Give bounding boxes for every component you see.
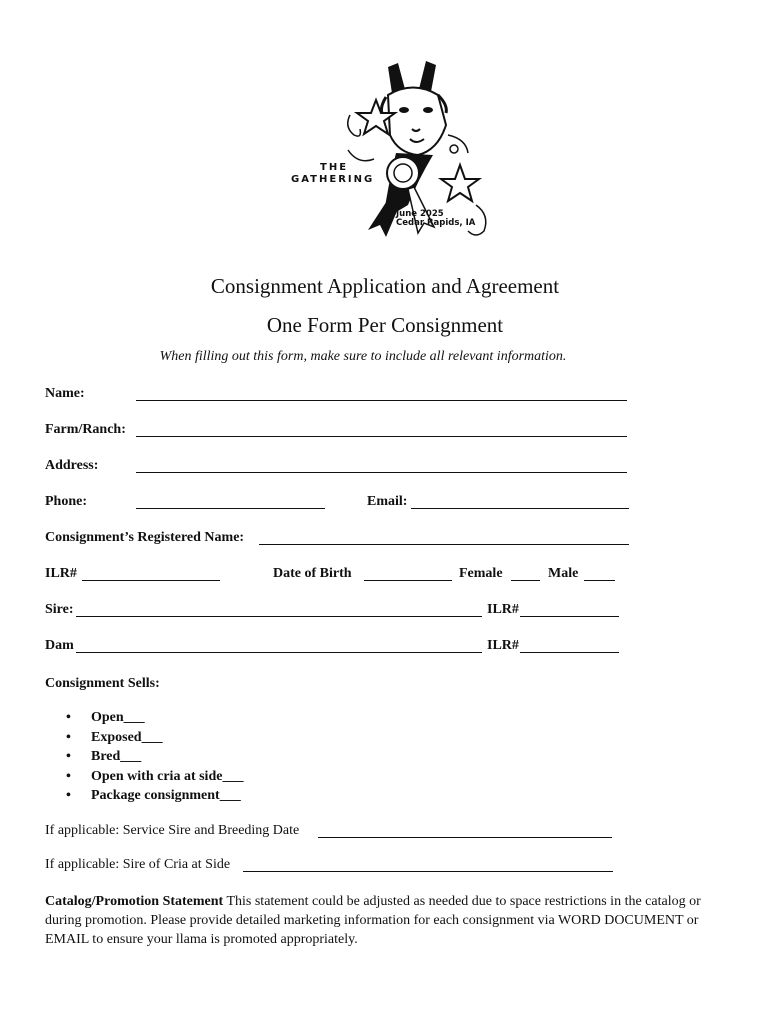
logo-location: Cedar Rapids, IA bbox=[396, 218, 476, 228]
statement-heading: Catalog/Promotion Statement bbox=[45, 894, 224, 909]
sire-ilr-field[interactable] bbox=[520, 616, 619, 617]
phone-label: Phone: bbox=[45, 494, 87, 509]
statement-body: This statement could be adjusted as needed due to space restrictions in the catalog or during promotion. Please provide detailed marketing information for each consignment via WORD DOCUMENT or EMAIL to ensure your llama is promoted appropriately. bbox=[45, 894, 701, 947]
ilr-field[interactable] bbox=[82, 580, 220, 581]
farm-field[interactable] bbox=[136, 436, 627, 437]
catalog-statement bbox=[45, 892, 725, 949]
female-field[interactable] bbox=[511, 580, 540, 581]
phone-field[interactable] bbox=[136, 508, 325, 509]
farm-label: Farm/Ranch: bbox=[45, 422, 126, 437]
service-sire-label: If applicable: Service Sire and Breeding Date bbox=[45, 823, 300, 838]
event-logo bbox=[288, 55, 498, 245]
dam-ilr-label: ILR# bbox=[487, 638, 519, 653]
female-label: Female bbox=[459, 566, 503, 581]
consignment-sells-label: Consignment Sells: bbox=[45, 676, 160, 691]
ilr-label: ILR# bbox=[45, 566, 77, 581]
dob-field[interactable] bbox=[364, 580, 452, 581]
email-field[interactable] bbox=[411, 508, 629, 509]
dam-ilr-field[interactable] bbox=[520, 652, 619, 653]
registered-name-field[interactable] bbox=[259, 544, 629, 545]
name-field[interactable] bbox=[136, 400, 627, 401]
sire-of-cria-label: If applicable: Sire of Cria at Side bbox=[45, 857, 231, 872]
form-title: Consignment Application and Agreement bbox=[210, 274, 560, 298]
registered-name-label: Consignment’s Registered Name: bbox=[45, 530, 245, 545]
dam-field[interactable] bbox=[76, 652, 482, 653]
form-subtitle: One Form Per Consignment bbox=[266, 313, 504, 337]
sire-ilr-label: ILR# bbox=[487, 602, 519, 617]
form-instructions: When filling out this form, make sure to include all relevant information. bbox=[159, 349, 567, 364]
male-label: Male bbox=[548, 566, 579, 581]
name-label: Name: bbox=[45, 386, 85, 401]
dob-label: Date of Birth bbox=[273, 566, 352, 581]
address-label: Address: bbox=[45, 458, 99, 473]
sire-of-cria-field[interactable] bbox=[243, 871, 613, 872]
service-sire-field[interactable] bbox=[318, 837, 612, 838]
logo-text-gathering: GATHERING bbox=[291, 174, 375, 185]
address-field[interactable] bbox=[136, 472, 627, 473]
sire-field[interactable] bbox=[76, 616, 482, 617]
dam-label: Dam bbox=[45, 638, 74, 653]
male-field[interactable] bbox=[584, 580, 615, 581]
logo-text-the: THE bbox=[320, 162, 349, 173]
email-label: Email: bbox=[367, 494, 408, 509]
logo-date: June 2025 bbox=[396, 209, 444, 219]
llama-logo-icon bbox=[288, 55, 498, 245]
sire-label: Sire: bbox=[45, 602, 74, 617]
